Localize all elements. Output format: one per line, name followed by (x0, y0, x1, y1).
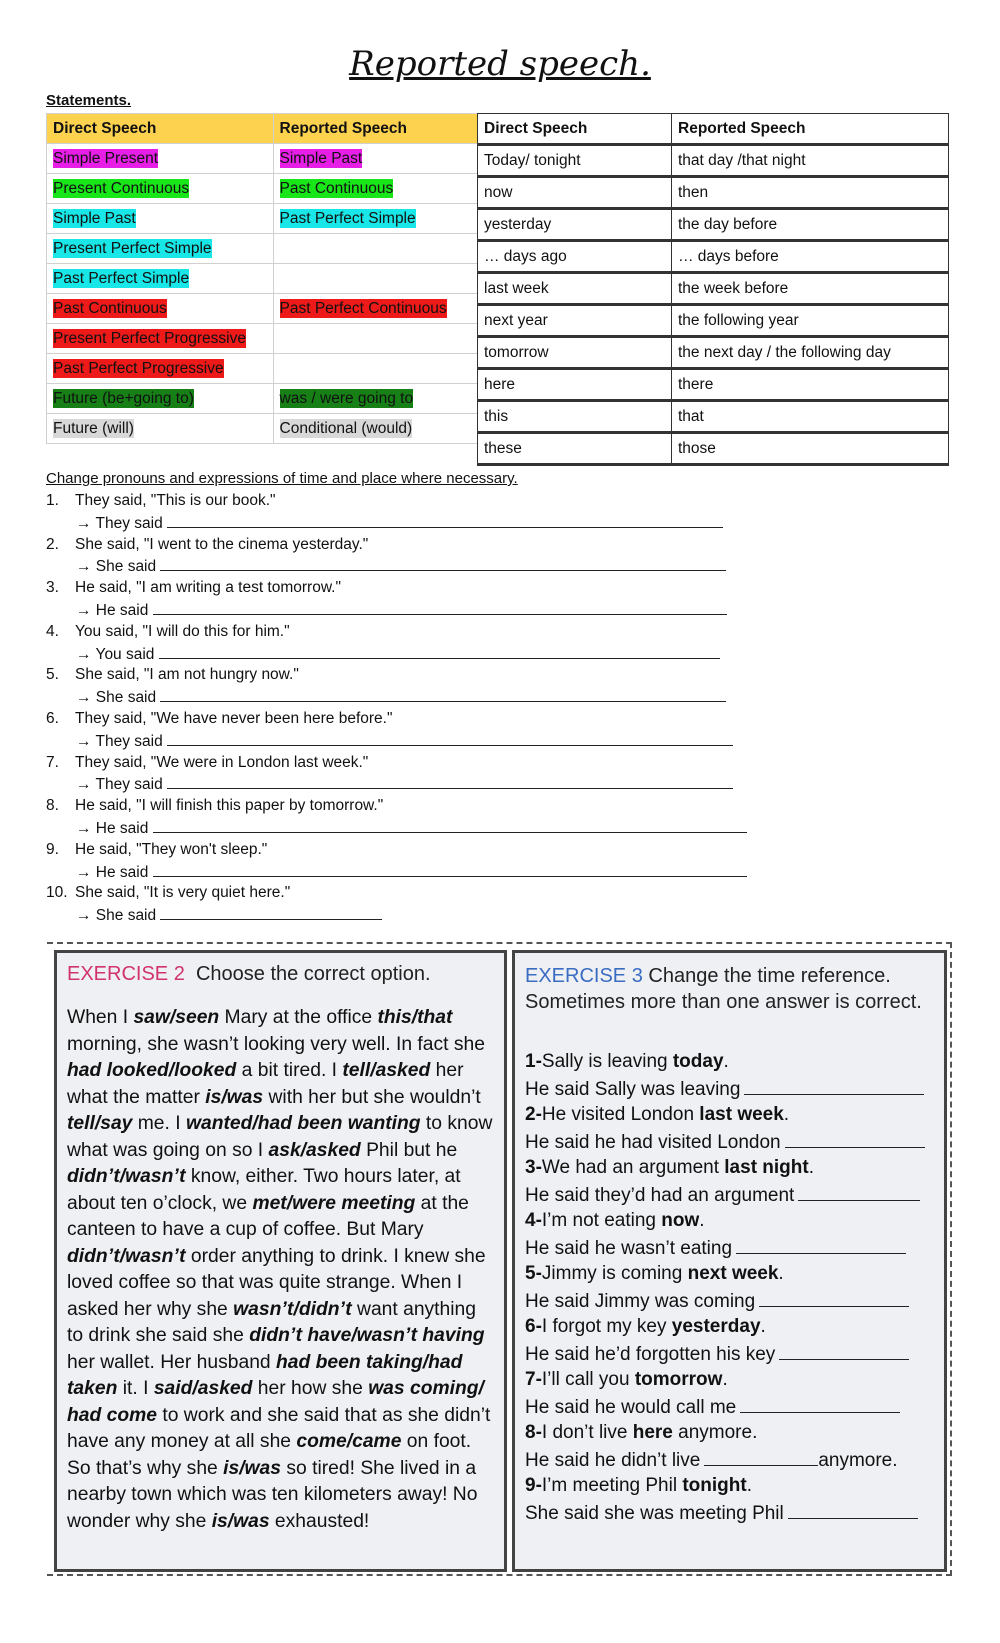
answer-option[interactable]: ask/asked (268, 1139, 361, 1161)
time-expressions-table (477, 113, 949, 466)
answer-blank[interactable] (167, 730, 733, 746)
exercise3-item-number: 2- (525, 1104, 542, 1125)
tenses-row (47, 354, 478, 384)
answer-option[interactable]: didn’t have/wasn’t having (249, 1325, 485, 1346)
exercise3-answer-line (525, 1235, 935, 1262)
exercise3-answer-prefix: She said she was meeting Phil (525, 1502, 784, 1524)
exercise3-time-word: yesterday (671, 1316, 761, 1337)
time-row (478, 273, 949, 305)
time-reported: that (672, 401, 949, 433)
time-direct: now (478, 177, 672, 209)
exercise1-answer-prefix: → He said (76, 601, 149, 619)
exercise3-sentence-end: . (760, 1316, 766, 1337)
answer-blank[interactable] (160, 686, 726, 702)
exercise3-answer-line (525, 1129, 935, 1156)
paragraph-text: to work and she said that as she didn’t have any money at all she (67, 1404, 491, 1452)
exercise3-time-word: now (661, 1210, 700, 1231)
time-row (478, 369, 949, 401)
paragraph-text: exhausted! (269, 1510, 370, 1532)
time-direct: this (478, 401, 672, 433)
exercise1-item-number: 5. (46, 666, 59, 684)
paragraph-text: When I (67, 1007, 134, 1028)
exercise1-answer-line (46, 817, 786, 839)
answer-option[interactable]: didn’t/wasn’t (67, 1166, 186, 1187)
exercise1-sentence: She said, "I am not hungry now." (75, 666, 299, 684)
tenses-row (47, 174, 478, 204)
tenses-direct-cell (47, 354, 274, 384)
exercise2-box (54, 950, 507, 1572)
tenses-reported-cell (273, 144, 477, 174)
tenses-row (47, 414, 478, 444)
exercise1-item-number: 1. (46, 492, 59, 509)
time-reported: … days before (672, 241, 949, 273)
answer-option[interactable]: saw/seen (133, 1007, 220, 1028)
exercise1-item (46, 708, 786, 730)
exercise2-instruction: Choose the correct option. (195, 963, 431, 985)
exercise3-time-word: last night (724, 1157, 809, 1178)
exercise3-answer-line (525, 1447, 935, 1474)
exercise1-answer-prefix: → You said (76, 645, 155, 663)
exercise3-answer-line (525, 1182, 935, 1209)
tenses-reported-cell (273, 354, 477, 384)
answer-option[interactable]: had been taking/had taken (67, 1351, 463, 1399)
exercise3-sentence-end: . (723, 1051, 729, 1072)
tenses-row (47, 384, 478, 414)
exercise1-answer-line (46, 599, 786, 621)
exercise3-answer-prefix: He said he wasn’t eating (525, 1237, 733, 1259)
exercise3-label: EXERCISE 3 (525, 965, 643, 987)
time-reported: the following year (672, 305, 949, 337)
statements-label: Statements. (46, 92, 132, 109)
tenses-reported-cell (273, 204, 477, 234)
exercise3-answer-prefix: He said he would call me (525, 1396, 737, 1418)
exercise3-item-number: 4- (525, 1210, 542, 1231)
exercise1-sentence: They said, "This is our book." (75, 492, 276, 509)
exercise1-item-number: 10. (46, 884, 68, 902)
tense-direct: Present Perfect Progressive (53, 329, 246, 347)
exercise2-label: EXERCISE 2 (67, 963, 185, 985)
time-row (478, 433, 949, 465)
exercise1-item (46, 534, 786, 556)
time-table-header (478, 114, 949, 145)
answer-blank[interactable] (153, 599, 727, 615)
exercise3-time-word: last week (699, 1104, 784, 1125)
tenses-direct-cell (47, 144, 274, 174)
time-reported: then (672, 177, 949, 209)
exercise3-item (525, 1367, 935, 1394)
answer-option[interactable]: said/asked (153, 1378, 253, 1399)
exercise1-answer-line (46, 861, 786, 883)
tenses-row (47, 144, 478, 174)
answer-option[interactable]: tell/asked (342, 1060, 431, 1081)
time-reported: the week before (672, 273, 949, 305)
tense-reported: Past Perfect Continuous (279, 299, 447, 317)
exercise3-sentence: I’m not eating (541, 1210, 662, 1231)
exercise1-item-number: 4. (46, 622, 59, 640)
exercise1-item-number: 6. (46, 709, 59, 727)
tense-direct: Simple Past (53, 209, 136, 227)
time-direct: last week (478, 273, 672, 305)
tenses-row (47, 204, 478, 234)
paragraph-text: with her but she wouldn’t (263, 1086, 481, 1108)
tense-direct: Simple Present (53, 149, 159, 167)
exercise1-sentence: They said, "We have never been here before." (75, 709, 393, 727)
exercise3-answer-line (525, 1076, 935, 1103)
time-reported: those (672, 433, 949, 465)
exercise3-time-word: today (672, 1051, 724, 1072)
exercise3-sentence: I forgot my key (541, 1316, 672, 1337)
paragraph-text: her wallet. Her husband (67, 1351, 276, 1373)
exercise1-item (46, 752, 786, 774)
exercise3-item-number: 8- (525, 1422, 542, 1443)
exercise3-sentence: Jimmy is coming (541, 1263, 688, 1284)
exercise1-answer-prefix: → He said (76, 819, 149, 837)
exercise3-answer-line (525, 1500, 935, 1527)
tenses-reported-cell (273, 414, 477, 444)
exercise3-list (525, 1049, 935, 1526)
time-direct: yesterday (478, 209, 672, 241)
exercise1-item (46, 490, 786, 512)
exercise1-answer-prefix: → They said (76, 776, 163, 794)
exercise3-answer-line (525, 1341, 935, 1368)
tense-direct: Past Perfect Simple (53, 269, 190, 287)
exercise3-item-number: 7- (525, 1369, 542, 1390)
exercise3-answer-prefix: He said Sally was leaving (525, 1078, 741, 1100)
exercise1-answer-prefix: → He said (76, 863, 149, 881)
exercise3-time-word: next week (687, 1263, 779, 1284)
answer-blank[interactable] (779, 1341, 909, 1360)
exercise1-sentence: She said, "I went to the cinema yesterday." (75, 535, 369, 553)
exercise1-answer-prefix: → She said (76, 689, 157, 707)
exercise2-heading (67, 963, 431, 986)
answer-blank[interactable] (153, 861, 747, 877)
answer-blank[interactable] (788, 1500, 918, 1519)
paragraph-text: want anything to drink she said she (67, 1298, 476, 1346)
answer-option[interactable]: is/was (211, 1510, 270, 1532)
exercise1-sentence: He said, "They won't sleep." (75, 840, 268, 858)
paragraph-text: Phil but he (360, 1139, 458, 1161)
tense-direct: Past Perfect Progressive (53, 359, 224, 377)
paragraph-text: order anything to drink. I knew she loved coffee so that was quite strange. When I asked her why she (67, 1245, 486, 1320)
exercise3-item (525, 1314, 935, 1341)
answer-blank[interactable] (167, 773, 733, 789)
paragraph-text: her what the matter (67, 1060, 464, 1108)
answer-blank[interactable] (798, 1182, 920, 1201)
answer-option[interactable]: is/was (205, 1086, 264, 1108)
tenses-reported-cell (273, 294, 477, 324)
exercise3-item-number: 5- (525, 1263, 542, 1284)
answer-blank[interactable] (160, 904, 382, 920)
paragraph-text: her how she (252, 1378, 369, 1399)
paragraph-text: so tired! She lived in a nearby town which was ten kilometers away! No wonder why she (67, 1457, 478, 1532)
tenses-direct-cell (47, 234, 274, 264)
exercise1-item-number: 2. (46, 535, 59, 553)
exercise3-sentence: Sally is leaving (541, 1051, 673, 1072)
tense-reported: Conditional (would) (279, 419, 413, 437)
time-row (478, 145, 949, 177)
time-reported: there (672, 369, 949, 401)
exercise3-sentence-end: anymore. (672, 1422, 758, 1443)
exercise1-item (46, 795, 786, 817)
answer-blank[interactable] (160, 555, 726, 571)
exercise1-item-number: 3. (46, 579, 59, 597)
time-row (478, 401, 949, 433)
answer-blank[interactable] (153, 817, 747, 833)
answer-blank[interactable] (744, 1076, 924, 1095)
exercise3-item-number: 6- (525, 1316, 542, 1337)
answer-option[interactable]: was coming/ had come (67, 1378, 484, 1426)
exercise1-answer-prefix: → She said (76, 907, 157, 925)
exercise3-instruction: Change the time reference. (648, 965, 891, 987)
paragraph-text: Mary at the office (219, 1007, 378, 1028)
time-direct: tomorrow (478, 337, 672, 369)
answer-option[interactable]: tell/say (67, 1113, 133, 1134)
paragraph-text: morning, she wasn’t looking very well. In fact she (67, 1033, 485, 1055)
exercise3-sentence-end: . (746, 1475, 752, 1496)
tenses-row (47, 234, 478, 264)
exercise3-sentence-end: . (778, 1263, 784, 1284)
exercise3-item (525, 1420, 935, 1447)
exercise3-item (525, 1049, 935, 1076)
exercise1-item-number: 9. (46, 840, 59, 858)
time-reported: that day /that night (672, 145, 949, 177)
exercise3-item (525, 1473, 935, 1500)
exercise1-item (46, 577, 786, 599)
exercise3-sentence-end: . (699, 1210, 705, 1231)
time-reported: the next day / the following day (672, 337, 949, 369)
exercise3-sentence: I’ll call you (541, 1369, 635, 1390)
tenses-table-header (47, 114, 478, 144)
tenses-row (47, 294, 478, 324)
exercise1-sentence: She said, "It is very quiet here." (75, 884, 291, 902)
answer-option[interactable]: met/were meeting (252, 1192, 416, 1214)
time-reported: the day before (672, 209, 949, 241)
time-row (478, 337, 949, 369)
tense-direct: Past Continuous (53, 299, 167, 317)
exercise3-item-number: 3- (525, 1157, 542, 1178)
tenses-row (47, 264, 478, 294)
exercise3-time-word: tomorrow (634, 1369, 723, 1390)
exercise1-answer-line (46, 643, 786, 665)
exercise1-list (46, 490, 786, 926)
exercise3-heading (525, 963, 922, 1015)
answer-option[interactable]: this/that (377, 1007, 453, 1028)
tenses-direct-cell (47, 294, 274, 324)
time-row (478, 209, 949, 241)
paragraph-text: to know what was going on so I (67, 1113, 493, 1161)
exercise3-answer-prefix: He said he didn’t live (525, 1449, 701, 1471)
tenses-table (46, 113, 478, 444)
tenses-direct-cell (47, 264, 274, 294)
tense-direct: Present Perfect Simple (53, 239, 212, 257)
exercise1-answer-prefix: → She said (76, 558, 157, 576)
answer-option[interactable]: wanted/had been wanting (185, 1113, 421, 1134)
tenses-reported-cell (273, 234, 477, 264)
time-direct: Today/ tonight (478, 145, 672, 177)
tense-direct: Present Continuous (53, 179, 190, 197)
tenses-row (47, 324, 478, 354)
answer-blank[interactable] (736, 1235, 906, 1254)
time-row (478, 177, 949, 209)
exercise1-answer-prefix: → They said (76, 514, 163, 532)
paragraph-text: know, either. Two hours later, at about ten o’clock, we (67, 1166, 461, 1214)
exercise3-answer-line (525, 1394, 935, 1421)
exercise3-time-word: tonight (682, 1475, 747, 1496)
exercise1-item-number: 8. (46, 797, 59, 815)
exercise1-item (46, 882, 786, 904)
tenses-direct-cell (47, 204, 274, 234)
exercise1-item-number: 7. (46, 753, 59, 771)
tense-reported: Simple Past (279, 149, 363, 167)
exercise1-answer-line (46, 512, 786, 534)
paragraph-text: on foot. So that’s why she (67, 1431, 472, 1479)
answer-blank[interactable] (759, 1288, 909, 1307)
exercise1-answer-prefix: → They said (76, 732, 163, 750)
exercise3-item (525, 1155, 935, 1182)
tenses-header-reported: Reported Speech (273, 114, 477, 144)
answer-option[interactable]: wasn’t/didn’t (233, 1298, 352, 1320)
tense-direct: Future (will) (53, 419, 134, 437)
exercise1-answer-line (46, 555, 786, 577)
time-header-direct: Direct Speech (478, 114, 672, 145)
exercise1-instruction: Change pronouns and expressions of time and place where necessary. (46, 470, 518, 487)
paragraph-text: a bit tired. I (236, 1060, 343, 1081)
exercise3-answer-prefix: He said he had visited London (525, 1131, 781, 1153)
tenses-direct-cell (47, 324, 274, 354)
page-title: Reported speech. (349, 44, 651, 84)
exercise1-item (46, 839, 786, 861)
answer-blank[interactable] (785, 1129, 925, 1148)
time-direct: here (478, 369, 672, 401)
exercise3-sentence: I don’t live (541, 1422, 633, 1443)
tenses-reported-cell (273, 324, 477, 354)
exercise1-item (46, 664, 786, 686)
exercise3-sentence: He visited London (541, 1104, 700, 1125)
exercise3-sentence-end: . (783, 1104, 790, 1125)
tense-reported: Past Continuous (279, 179, 394, 197)
exercise3-answer-prefix: He said they’d had an argument (525, 1184, 795, 1206)
tense-direct: Future (be+going to) (53, 389, 194, 407)
exercise3-answer-line (525, 1288, 935, 1315)
tenses-direct-cell (47, 414, 274, 444)
answer-blank[interactable] (159, 643, 720, 659)
exercise3-box (512, 950, 947, 1572)
exercise1-answer-line (46, 730, 786, 752)
exercise1-sentence: He said, "I will finish this paper by tomorrow." (75, 797, 384, 815)
exercise3-sentence-end: . (722, 1369, 728, 1390)
answer-blank[interactable] (167, 512, 723, 528)
exercise3-item (525, 1102, 935, 1129)
exercise1-answer-line (46, 904, 786, 926)
answer-option[interactable]: is/was (223, 1457, 282, 1479)
time-row (478, 241, 949, 273)
exercise1-sentence: You said, "I will do this for him." (75, 622, 290, 640)
answer-blank[interactable] (704, 1447, 818, 1466)
tense-reported: was / were going to (279, 389, 414, 407)
tenses-direct-cell (47, 384, 274, 414)
answer-option[interactable]: come/came (296, 1431, 402, 1452)
time-row (478, 305, 949, 337)
exercise1-sentence: They said, "We were in London last week." (75, 753, 369, 771)
time-direct: these (478, 433, 672, 465)
tenses-reported-cell (273, 384, 477, 414)
exercise3-answer-prefix: He said he’d forgotten his key (525, 1343, 776, 1365)
answer-option[interactable]: didn’t/wasn’t (67, 1245, 186, 1267)
exercise3-note: Sometimes more than one answer is correct. (525, 991, 922, 1013)
tenses-direct-cell (47, 174, 274, 204)
time-direct: … days ago (478, 241, 672, 273)
time-header-reported: Reported Speech (672, 114, 949, 145)
exercise3-item-number: 9- (525, 1475, 542, 1496)
tenses-reported-cell (273, 174, 477, 204)
exercise3-item (525, 1261, 935, 1288)
exercise3-sentence: We had an argument (541, 1157, 725, 1178)
tense-reported: Past Perfect Simple (279, 209, 416, 227)
exercise1-sentence: He said, "I am writing a test tomorrow." (75, 579, 341, 597)
paragraph-text: it. I (117, 1378, 154, 1399)
paragraph-text: me. I (132, 1113, 186, 1134)
exercise3-sentence-end: . (808, 1157, 815, 1178)
exercise3-answer-prefix: He said Jimmy was coming (525, 1290, 756, 1312)
answer-option[interactable]: had looked/looked (67, 1060, 237, 1081)
tenses-reported-cell (273, 264, 477, 294)
tenses-header-direct: Direct Speech (47, 114, 274, 144)
exercise3-sentence: I’m meeting Phil (541, 1475, 683, 1496)
answer-blank[interactable] (740, 1394, 900, 1413)
exercise3-item (525, 1208, 935, 1235)
exercise1-item (46, 621, 786, 643)
exercise3-time-word: here (632, 1422, 673, 1443)
exercise3-answer-suffix: anymore. (818, 1449, 898, 1471)
exercise2-paragraph (67, 1005, 495, 1535)
paragraph-text: at the canteen to have a cup of coffee. But Mary (67, 1192, 469, 1240)
time-direct: next year (478, 305, 672, 337)
exercise3-item-number: 1- (525, 1051, 542, 1072)
exercise1-answer-line (46, 686, 786, 708)
exercise1-answer-line (46, 773, 786, 795)
